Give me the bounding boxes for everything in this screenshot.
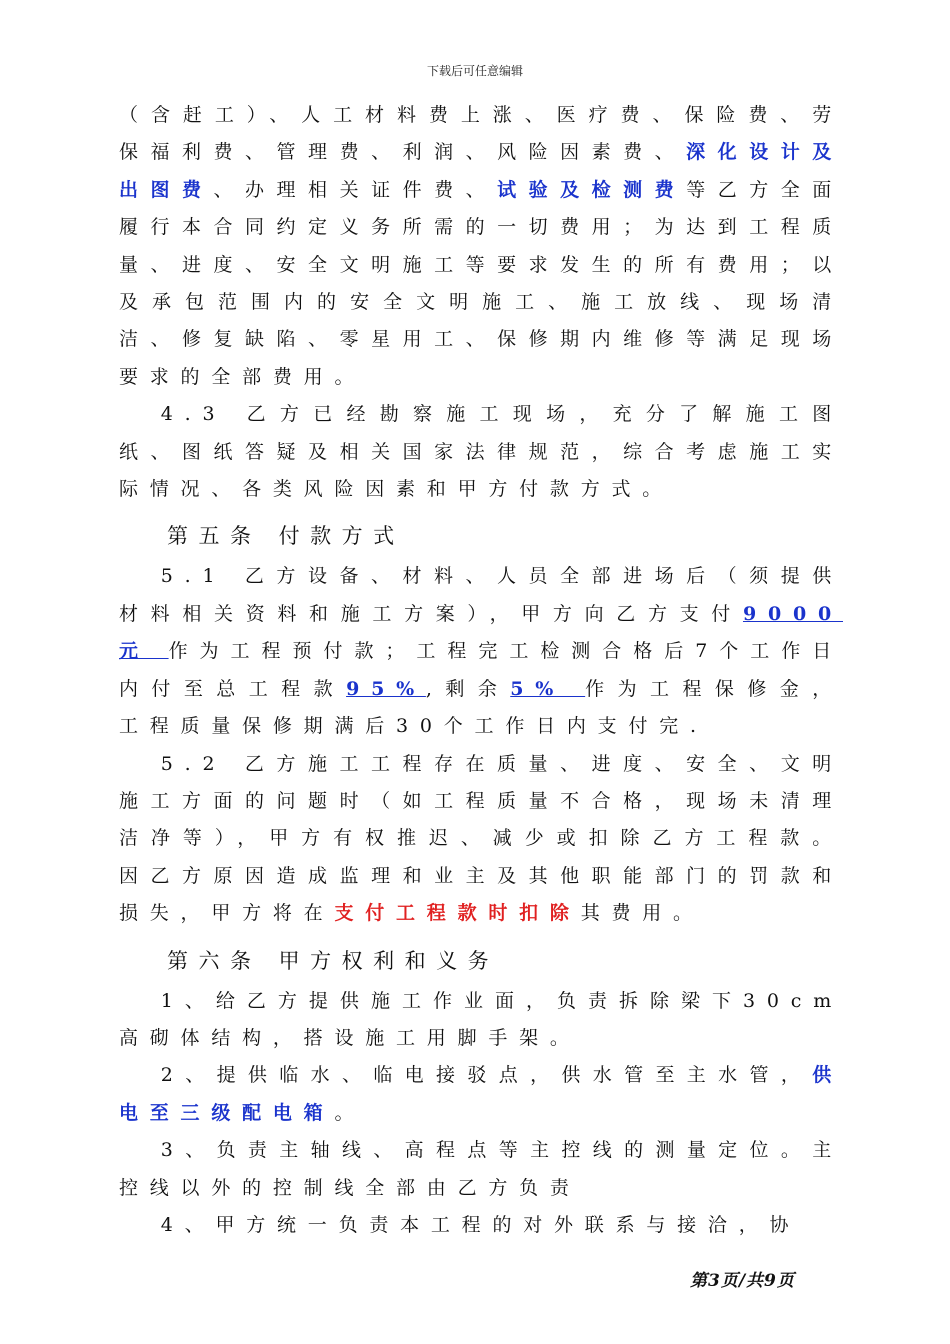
item-2: 2、提供临水、临电接驳点，供水管至主水管，供电至三级配电箱。 [119,1064,843,1124]
clause-5-2: 5.2 乙方施工工程存在质量、进度、安全、文明施工方面的问题时（如工程质量不合格，现场未清理洁净等），甲方有权推迟、减少或扣除乙方工程款。因乙方原因造成监理和业主及其他职能部门的罚款和损失，甲方将在支付工程款时扣除其费用。 [119,752,843,925]
document-body [119,97,843,1244]
item-3: 3、负责主轴线、高程点等主控线的测量定位。主控线以外的控制线全部由乙方负责 [119,1139,843,1199]
highlight-test-fee: 试验及检测费 [497,178,687,201]
article-6-heading: 第六条 甲方权利和义务 [167,948,500,973]
highlight-power-supply: 供电至三级配电箱 [119,1064,843,1124]
retention-percent: 5% [510,677,586,700]
page-number: 第3页/共9页 [690,1271,795,1291]
paragraph-fee-list: （含赶工）、人工材料费上涨、医疗费、保险费、劳保福利费、管理费、利润、风险因素费、深化设计及出图费、办理相关证件费、试验及检测费等乙方全面履行本合同约定义务所需的一切费用；为达到工程质量、进度、安全文明施工等要求发生的所有费用；以及承包范围内的安全文明施工、施工放线、现场清洁、修复缺陷、零星用工、保修期内维修等满足现场要求的全部费用。 [119,104,844,388]
page-header: 下载后可任意编辑 [426,64,523,78]
item-1: 1、给乙方提供施工作业面，负责拆除梁下30cm高砌体结构，搭设施工用脚手架。 [119,989,843,1049]
payment-percent: 95% [346,677,426,700]
item-4: 4、甲方统一负责本工程的对外联系与接洽，协 [160,1213,801,1236]
advance-payment-amount: 9000 元 [119,602,843,663]
highlight-deduction: 支付工程款时扣除 [334,902,581,925]
highlight-design-fee: 深化设计及出图费 [119,141,843,201]
article-5-heading: 第五条 付款方式 [167,524,405,549]
clause-4-3: 4.3 乙方已经勘察施工现场，充分了解施工图纸、图纸答疑及相关国家法律规范，综合考虑施工实际情况、各类风险因素和甲方付款方式。 [119,403,843,501]
clause-5-1: 5.1 乙方设备、材料、人员全部进场后（须提供材料相关资料和施工方案），甲方向乙方支付9000 元 作为工程预付款；工程完工检测合格后7个工作日内付至总工程款95%,剩余5% 作为工程保修金，工程质量保修期满后30个工作日内支付完. [119,565,843,738]
